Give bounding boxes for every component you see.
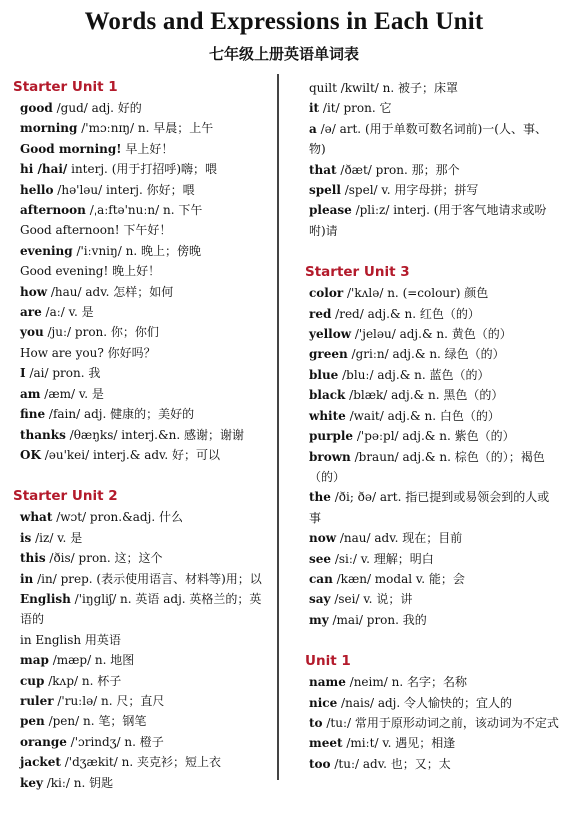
vocab-entry <box>13 630 271 650</box>
vocab-entry <box>13 118 271 138</box>
vocab-definition: Good afternoon! 下午好！ <box>20 223 172 238</box>
vocab-word: you <box>20 325 44 340</box>
vocab-word: afternoon <box>20 203 86 218</box>
vocab-word: green <box>309 347 348 362</box>
unit-heading: Starter Unit 1 <box>13 79 118 95</box>
unit-heading: Unit 1 <box>305 653 351 670</box>
vocab-entry <box>13 548 271 568</box>
vocab-entry <box>305 569 561 589</box>
vocab-definition: /'jeləu/ adj.& n. 黄色（的） <box>351 327 512 342</box>
vocab-word: this <box>20 551 46 566</box>
vocab-entry <box>13 425 271 445</box>
vocab-word: to <box>309 715 323 730</box>
vocab-entry <box>13 507 271 527</box>
vocab-entry <box>13 384 271 404</box>
vocab-word: is <box>20 530 32 545</box>
vocab-entry <box>13 569 271 589</box>
vocab-word: fine <box>20 407 46 422</box>
vocab-word: black <box>309 388 346 403</box>
vocab-entry <box>13 159 271 179</box>
vocab-entry <box>13 363 271 383</box>
vocab-definition: /'ruːlə/ n. 尺；直尺 <box>53 693 165 708</box>
vocab-entry <box>305 447 561 488</box>
vocab-word: ruler <box>20 693 54 708</box>
vocab-entry <box>13 261 271 281</box>
vocab-entry <box>305 98 561 118</box>
vocab-definition: /tuː/ adv. 也；又；太 <box>330 756 451 771</box>
vocab-word: thanks <box>20 427 66 442</box>
vocab-entry <box>305 549 561 569</box>
vocab-definition: /wɔt/ pron.&adj. 什么 <box>52 510 183 525</box>
vocab-entry <box>305 693 561 713</box>
vocab-entry <box>13 220 271 240</box>
vocab-definition: quilt /kwilt/ n. 被子；床罩 <box>309 81 459 95</box>
vocab-entry <box>305 365 561 385</box>
vocab-entry <box>305 344 561 364</box>
vocab-definition: /nais/ adj. 令人愉快的；宜人的 <box>337 695 513 710</box>
vocab-definition: /ə/ art. (用于单数可数名词前)一(人、事、物) <box>309 121 547 157</box>
vocab-entry <box>13 752 271 772</box>
vocab-entry <box>13 528 271 548</box>
vocab-word: my <box>309 612 329 627</box>
vocab-entry <box>305 733 561 753</box>
vocab-definition: /wait/ adj.& n. 白色（的） <box>345 408 500 423</box>
unit-heading: Starter Unit 2 <box>13 488 118 505</box>
vocab-entry <box>13 180 271 200</box>
vocab-definition: /red/ adj.& n. 红色（的） <box>331 306 480 321</box>
vocab-entry <box>13 241 271 261</box>
vocab-word: that <box>309 162 337 177</box>
vocab-entry <box>305 304 561 324</box>
vocab-entry <box>13 650 271 670</box>
vocab-word: am <box>20 386 41 401</box>
vocab-definition: /bluː/ adj.& n. 蓝色（的） <box>338 367 490 382</box>
vocab-definition: /'mɔːnɪŋ/ n. 早晨；上午 <box>77 121 214 136</box>
vocab-definition: /pliːz/ interj. (用于客气地请求或吩咐)请 <box>309 203 547 238</box>
vocab-definition: /'iːvniŋ/ n. 晚上；傍晚 <box>72 243 201 258</box>
vocab-definition: /ði; ðə/ art. 指已提到或易领会到的人或事 <box>309 490 550 525</box>
vocab-entry <box>13 589 271 630</box>
vocab-word: key <box>20 775 43 790</box>
vocab-definition: /in/ prep. (表示使用语言、材料等)用；以 <box>33 571 262 586</box>
vocab-definition: /kiː/ n. 钥匙 <box>42 775 114 790</box>
vocab-entry <box>13 773 271 793</box>
page-subtitle: 七年级上册英语单词表 <box>208 45 359 63</box>
vocab-definition: /iz/ v. 是 <box>31 530 83 545</box>
unit-section <box>305 652 561 774</box>
vocab-entry <box>305 589 561 609</box>
vocab-entry <box>13 322 271 342</box>
vocab-entry <box>13 671 271 691</box>
vocab-definition: Good evening! 晚上好！ <box>20 264 161 279</box>
vocab-word: it <box>309 101 320 116</box>
vocab-definition: /hau/ adv. 怎样；如何 <box>47 284 174 299</box>
vocab-word: can <box>309 571 333 586</box>
vocab-word: meet <box>309 736 343 751</box>
vocab-word: see <box>309 551 332 566</box>
vocab-word: blue <box>309 367 339 382</box>
vocab-definition: /pen/ n. 笔；钢笔 <box>44 714 147 729</box>
vocab-definition: /ai/ pron. 我 <box>25 366 101 381</box>
vocab-definition: /əu'kei/ interj.& adv. 好；可以 <box>40 447 221 462</box>
vocab-definition: /mai/ pron. 我的 <box>328 612 427 627</box>
vocab-entry <box>305 385 561 405</box>
left-column <box>13 78 271 815</box>
vocab-entry <box>13 98 271 118</box>
vocab-entry <box>13 302 271 322</box>
vocab-word: spell <box>309 183 341 198</box>
unit-section <box>305 263 561 630</box>
vocab-entry <box>13 732 271 752</box>
vocab-entry <box>305 610 561 630</box>
vocab-word: purple <box>309 429 354 444</box>
vocab-word: cup <box>20 673 45 688</box>
vocab-entry <box>305 160 561 180</box>
vocab-definition: /ðæt/ pron. 那；那个 <box>336 162 460 177</box>
vocab-definition: /gud/ adj. 好的 <box>52 101 142 115</box>
right-column <box>305 78 561 796</box>
vocab-definition: /miːt/ v. 遇见；相逢 <box>342 736 456 751</box>
vocab-entry <box>305 754 561 774</box>
vocab-entry <box>13 343 271 363</box>
vocab-word: too <box>309 756 331 771</box>
vocab-definition: /sei/ v. 说；讲 <box>330 592 413 607</box>
vocab-entry <box>305 180 561 200</box>
unit-section <box>305 78 561 241</box>
vocab-word: brown <box>309 449 351 464</box>
vocab-word: now <box>309 531 337 546</box>
vocab-word: I <box>20 366 26 381</box>
vocab-word: pen <box>20 714 45 729</box>
vocab-word: what <box>20 510 53 525</box>
vocab-entry <box>13 404 271 424</box>
vocab-definition: How are you? 你好吗？ <box>20 345 156 360</box>
vocab-entry <box>13 711 271 731</box>
vocab-entry <box>305 78 561 98</box>
vocab-entry <box>13 200 271 220</box>
vocab-word: how <box>20 284 48 299</box>
vocab-entry <box>13 691 271 711</box>
vocab-definition: /'pəːpl/ adj.& n. 紫色（的） <box>353 429 515 444</box>
vocab-entry <box>305 672 561 692</box>
vocab-definition: interj. (用于打招呼)嗨；喂 <box>67 162 218 177</box>
vocab-definition: /blæk/ adj.& n. 黑色（的） <box>345 388 504 403</box>
vocab-entry <box>13 139 271 159</box>
vocab-word: morning <box>20 121 78 136</box>
vocab-word: red <box>309 306 332 321</box>
vocab-word: yellow <box>309 327 352 342</box>
vocab-definition: 早上好！ <box>121 141 174 156</box>
vocab-word: are <box>20 305 42 320</box>
vocab-definition: /griːn/ adj.& n. 绿色（的） <box>347 347 505 362</box>
vocab-definition: /'ɔrindʒ/ n. 橙子 <box>66 734 164 749</box>
vocab-word: jacket <box>20 755 61 770</box>
vocab-definition: /'kʌlə/ n. (=colour) 颜色 <box>343 286 489 301</box>
vocab-word: English <box>20 591 71 606</box>
vocab-word: hi /hai/ <box>20 162 68 177</box>
vocab-definition: /'dʒækit/ n. 夹克衫；短上衣 <box>60 755 221 770</box>
vocab-entry <box>305 713 561 733</box>
column-divider <box>277 74 279 780</box>
vocab-entry <box>305 528 561 548</box>
vocab-word: color <box>309 286 344 301</box>
vocab-definition: /fain/ adj. 健康的；美好的 <box>45 407 195 422</box>
vocab-entry <box>305 426 561 446</box>
unit-section <box>13 78 271 465</box>
vocab-definition: /kæn/ modal v. 能；会 <box>332 571 465 586</box>
vocab-word: Good morning! <box>20 141 122 156</box>
vocab-word: please <box>309 203 352 218</box>
vocab-entry <box>13 282 271 302</box>
unit-section <box>13 487 271 793</box>
vocab-word: hello <box>20 182 54 197</box>
vocab-entry <box>305 487 561 528</box>
vocab-word: name <box>309 675 346 690</box>
vocab-word: the <box>309 490 331 505</box>
vocab-word: in <box>20 571 34 586</box>
vocab-word: OK <box>20 447 41 462</box>
vocab-entry <box>305 406 561 426</box>
vocab-definition: /neim/ n. 名字；名称 <box>345 675 467 690</box>
vocab-word: good <box>20 101 53 115</box>
vocab-definition: /siː/ v. 理解；明白 <box>331 551 434 566</box>
vocab-definition: /aː/ v. 是 <box>41 305 94 320</box>
vocab-entry <box>13 445 271 465</box>
vocab-entry <box>305 283 561 303</box>
vocab-definition: /θæŋks/ interj.&n. 感谢；谢谢 <box>65 427 245 442</box>
vocab-word: white <box>309 408 346 423</box>
vocab-definition: /'iŋgliʃ/ n. 英语 adj. 英格兰的；英语的 <box>20 591 262 627</box>
vocab-definition: /æm/ v. 是 <box>40 386 104 401</box>
vocab-definition: /ðis/ pron. 这；这个 <box>45 551 163 566</box>
vocab-word: a <box>309 121 317 136</box>
vocab-word: map <box>20 653 49 668</box>
vocab-definition: /hə'ləu/ interj. 你好；喂 <box>53 182 195 197</box>
vocab-definition: /spel/ v. 用字母拼；拼写 <box>340 183 479 198</box>
vocab-definition: /ˌaːftə'nuːn/ n. 下午 <box>85 203 203 218</box>
vocab-word: say <box>309 592 331 607</box>
vocab-entry <box>305 119 561 160</box>
vocab-definition: /kʌp/ n. 杯子 <box>44 673 122 688</box>
vocab-definition: /mæp/ n. 地图 <box>48 653 135 668</box>
vocab-definition: in English 用英语 <box>20 632 121 647</box>
vocab-word: evening <box>20 243 73 258</box>
vocab-word: nice <box>309 695 338 710</box>
vocab-definition: /juː/ pron. 你；你们 <box>43 325 159 340</box>
page-title: Words and Expressions in Each Unit <box>84 8 484 35</box>
vocab-entry <box>305 200 561 241</box>
vocab-definition: /nau/ adv. 现在；目前 <box>336 531 463 546</box>
unit-heading: Starter Unit 3 <box>305 264 410 281</box>
vocab-entry <box>305 324 561 344</box>
vocab-definition: /it/ pron. 它 <box>319 101 392 116</box>
vocab-definition: /braun/ adj.& n. 棕色（的）；褐色（的） <box>309 449 545 484</box>
vocab-definition: /tuː/ 常用于原形动词之前，该动词为不定式 <box>322 715 559 730</box>
vocab-word: orange <box>20 734 67 749</box>
